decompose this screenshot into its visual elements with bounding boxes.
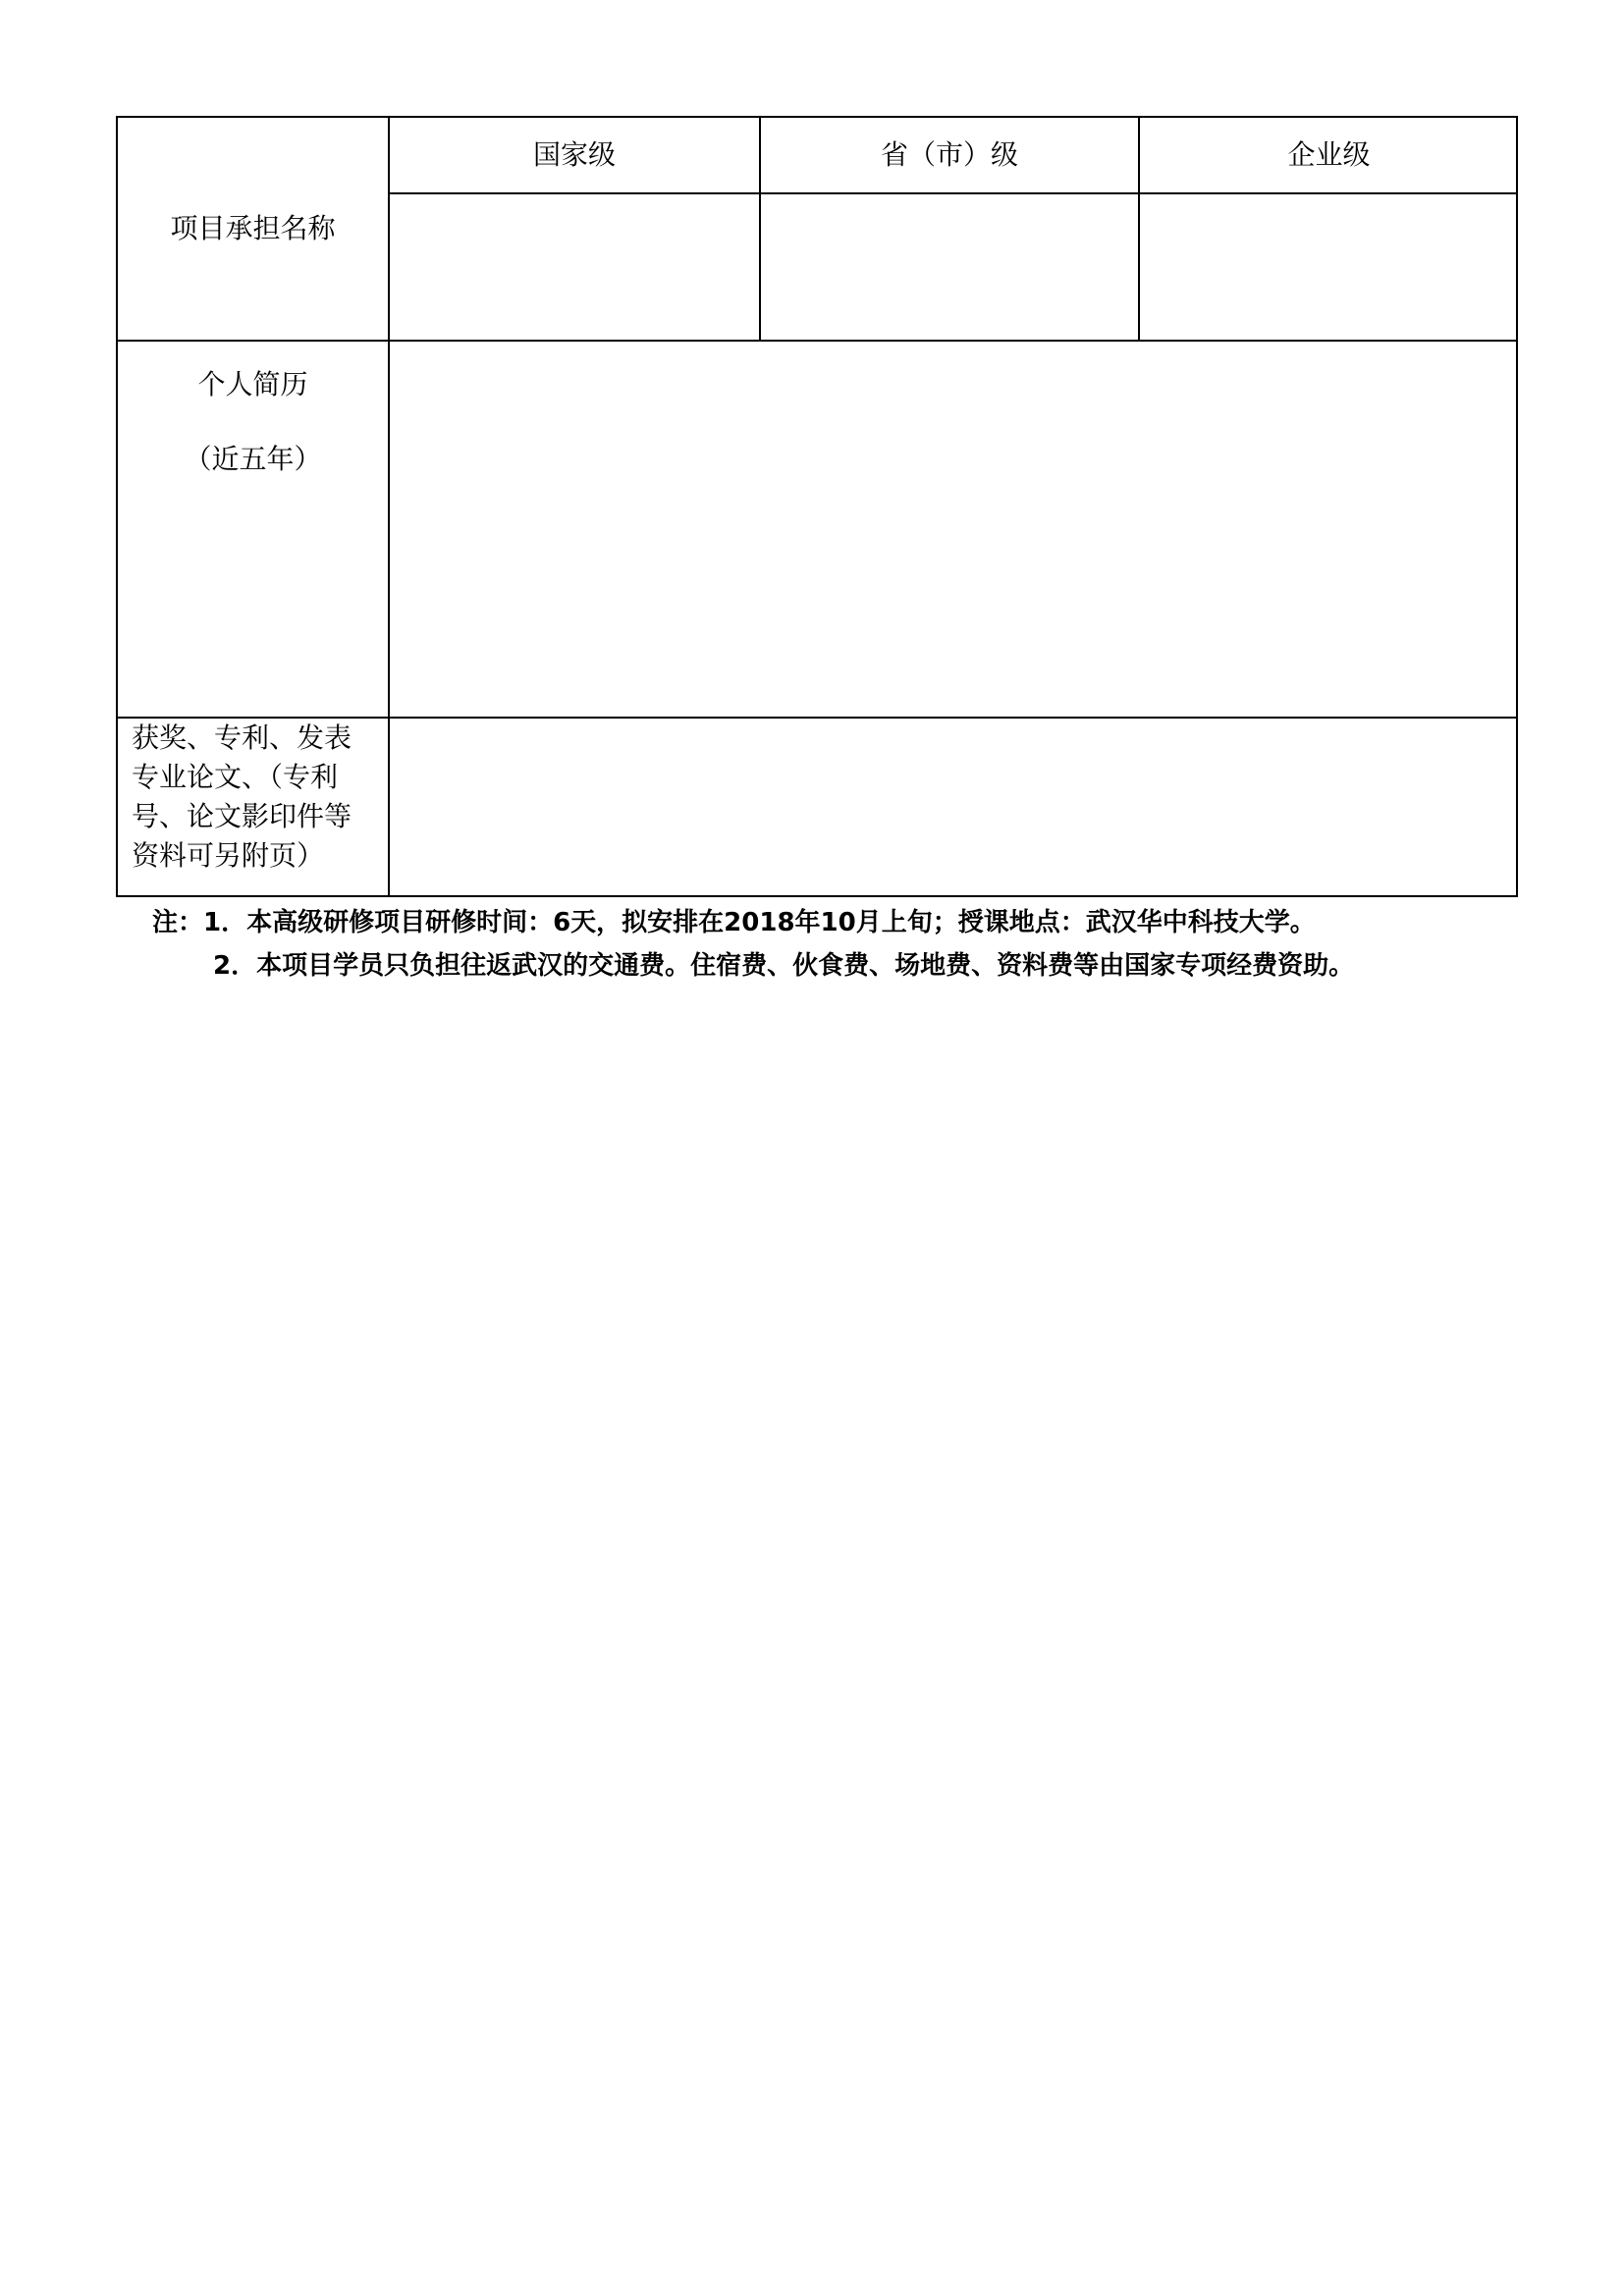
national-project-input-cell[interactable] [390, 194, 759, 340]
header-national-cell [390, 118, 759, 192]
enterprise-project-input-cell[interactable] [1140, 194, 1518, 340]
awards-label-line-1: 获奖、专利、发表 [132, 721, 352, 754]
header-provincial-cell [761, 118, 1138, 192]
note-line-1: 注：1．本高级研修项目研修时间：6天，拟安排在2018年10月上旬；授课地点：武汉华中科技大学。 [152, 908, 1316, 937]
note-line-2: 2．本项目学员只负担往返武汉的交通费。住宿费、伙食费、场地费、资料费等由国家专项经费资助。 [213, 951, 1355, 981]
header-enterprise-level: 企业级 [1287, 138, 1371, 171]
application-form-table [116, 116, 1518, 897]
awards-label-cell [132, 719, 352, 876]
project-label-cell [118, 118, 388, 340]
resume-input-cell[interactable] [390, 342, 1518, 717]
resume-sublabel: （近五年） [184, 443, 322, 475]
awards-label-line-3: 号、论文影印件等 [132, 800, 352, 832]
header-provincial-level: 省（市）级 [880, 138, 1018, 171]
header-national-level: 国家级 [532, 138, 616, 171]
awards-input-cell[interactable] [390, 719, 1518, 897]
awards-label-line-2: 专业论文、（专利 [132, 761, 339, 793]
resume-label-cell [118, 342, 388, 717]
project-label: 项目承担名称 [170, 212, 336, 244]
provincial-project-input-cell[interactable] [761, 194, 1138, 340]
header-enterprise-cell [1140, 118, 1518, 192]
form-notes [152, 901, 1354, 988]
resume-label: 个人简历 [197, 368, 308, 400]
awards-label-line-4: 资料可另附页） [132, 839, 325, 872]
